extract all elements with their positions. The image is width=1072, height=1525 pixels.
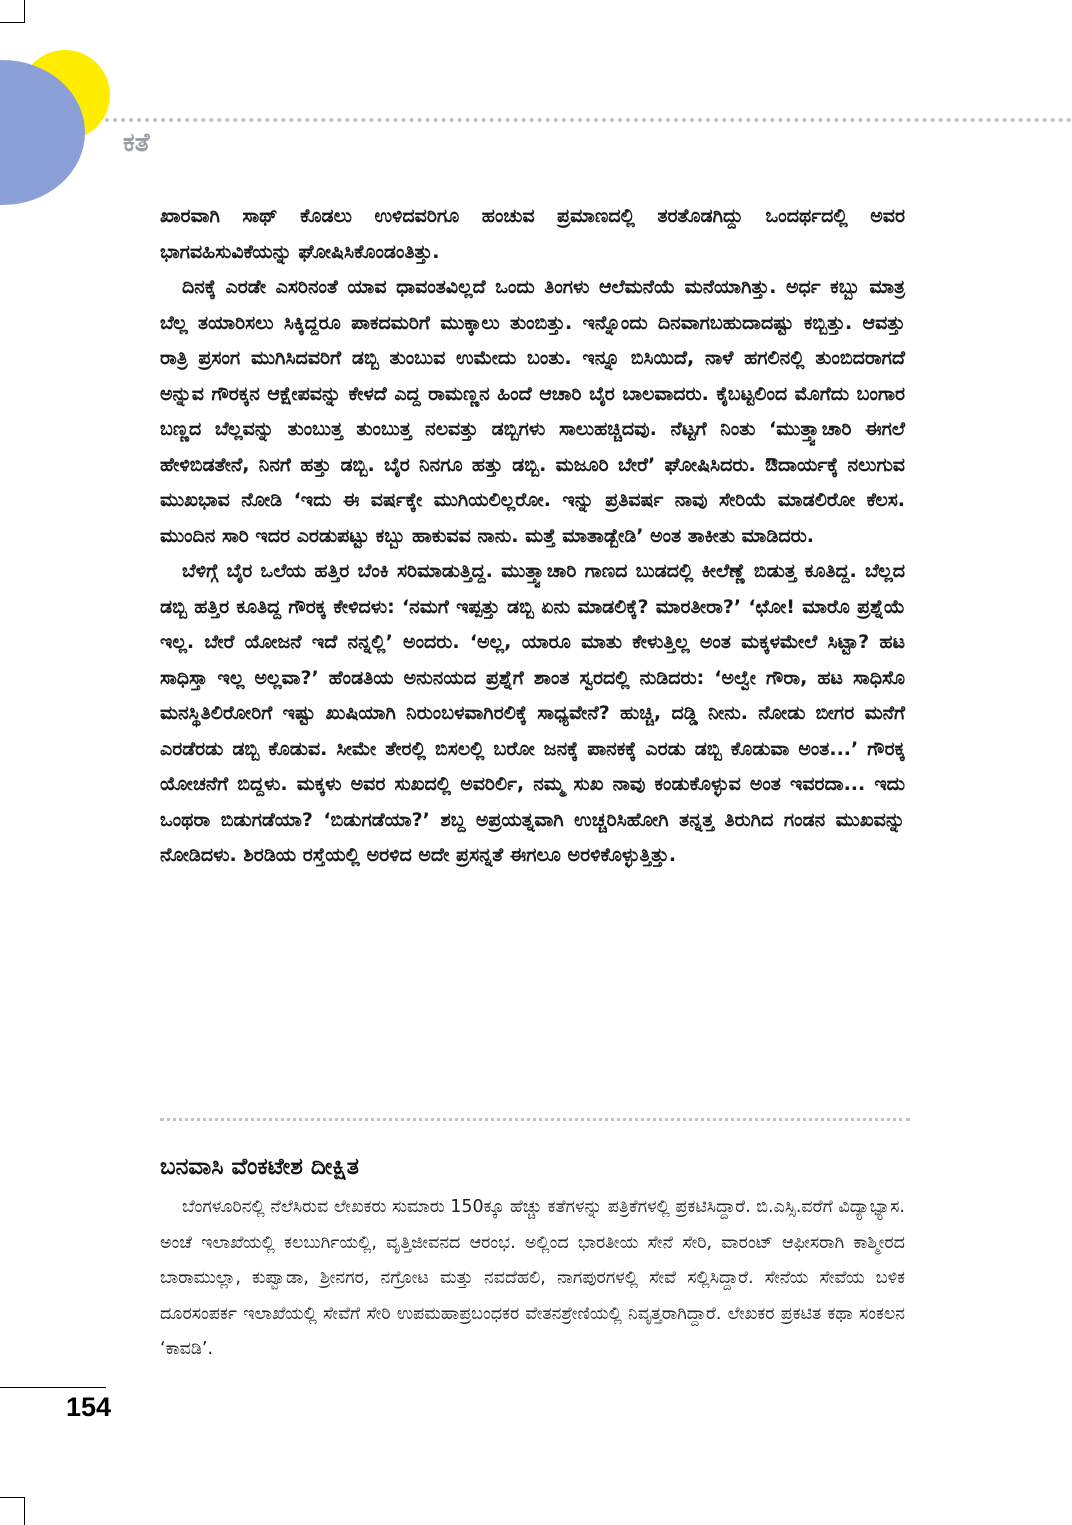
page-number-rule — [0, 1387, 106, 1388]
crop-mark-bottom-left-horizontal — [0, 1497, 25, 1498]
author-bio-text: ಬೆಂಗಳೂರಿನಲ್ಲಿ ನೆಲೆಸಿರುವ ಲೇಖಕರು ಸುಮಾರು 150ಕ್ಕೂ ಹೆಚ್ಚು ಕತೆಗಳನ್ನು ಪತ್ರಿಕೆಗಳಲ್ಲಿ ಪ್ರಕಟಿಸಿದ್ದಾರೆ. ಬಿ.ಎಸ್ಸಿ.ವರೆಗೆ ವಿದ್ಯಾಭ್ಯಾಸ. ಅಂಚೆ ಇಲಾಖೆಯಲ್ಲಿ ಕಲಬುರ್ಗಿಯಲ್ಲಿ, ವೃತ್ತಿಜೀವನದ ಆರಂಭ. ಅಲ್ಲಿಂದ ಭಾರತೀಯ ಸೇನೆ ಸೇರಿ, ವಾರಂಟ್ ಆಫೀಸರಾಗಿ ಕಾಶ್ಮೀರದ ಬಾರಾಮುಲ್ಲಾ, ಕುಪ್ವಾಡಾ, ಶ್ರೀನಗರ, ನಗ್ರೋಟ ಮತ್ತು ನವದೆಹಲಿ, ನಾಗಪುರಗಳಲ್ಲಿ ಸೇವೆ ಸಲ್ಲಿಸಿದ್ದಾರೆ. ಸೇನೆಯ ಸೇವೆಯ ಬಳಿಕ ದೂರಸಂಪರ್ಕ ಇಲಾಖೆಯಲ್ಲಿ ಸೇವೆಗೆ ಸೇರಿ ಉಪಮಹಾಪ್ರಬಂಧಕರ ವೇತನಶ್ರೇಣಿಯಲ್ಲಿ ನಿವೃತ್ತರಾಗಿದ್ದಾರೆ. ಲೇಖಕರ ಪ್ರಕಟಿತ ಕಥಾ ಸಂಕಲನ ‘ಕಾವಡಿ’. — [160, 1197, 905, 1359]
section-label: ಕತೆ — [123, 128, 150, 158]
crop-mark-bottom-left-vertical — [24, 1497, 25, 1525]
section-divider — [160, 1118, 910, 1121]
author-bio — [160, 1190, 905, 1368]
page-number: 154 — [66, 1392, 112, 1422]
header-dotted-rule — [105, 118, 1072, 122]
story-paragraph: ದಿನಕ್ಕೆ ಎರಡೇ ಎಸರಿನಂತೆ ಯಾವ ಧಾವಂತವಿಲ್ಲದೆ ಒಂದು ತಿಂಗಳು ಆಲೆಮನೆಯೆ ಮನೆಯಾಗಿತ್ತು. ಅರ್ಧ ಕಬ್ಬು ಮಾತ್ರ ಬೆಲ್ಲ ತಯಾರಿಸಲು ಸಿಕ್ಕಿದ್ದರೂ ಪಾಕದಮರಿಗೆ ಮುಕ್ಕಾಲು ತುಂಬಿತ್ತು. ಇನ್ನೊಂದು ದಿನವಾಗಬಹುದಾದಷ್ಟು ಕಬ್ಬಿತ್ತು. ಆವತ್ತು ರಾತ್ರಿ ಪ್ರಸಂಗ ಮುಗಿಸಿದವರಿಗೆ ಡಬ್ಬಿ ತುಂಬುವ ಉಮೇದು ಬಂತು. ಇನ್ನೂ ಬಿಸಿಯಿದೆ, ನಾಳೆ ಹಗಲಿನಲ್ಲಿ ತುಂಬಿದರಾಗದೆ ಅನ್ನುವ ಗೌರಕ್ಕನ ಆಕ್ಷೇಪವನ್ನು ಕೇಳದೆ ಎದ್ದ ರಾಮಣ್ಣನ ಹಿಂದೆ ಆಚಾರಿ ಬೈರ ಬಾಲವಾದರು. ಕೈಬಟ್ಟಲಿಂದ ಮೊಗೆದು ಬಂಗಾರ ಬಣ್ಣದ ಬೆಲ್ಲವನ್ನು ತುಂಬುತ್ತ ತುಂಬುತ್ತ ನಲವತ್ತು ಡಬ್ಬಿಗಳು ಸಾಲುಹಚ್ಚಿದವು. ನೆಟ್ಟಗೆ ನಿಂತು ‘ಮುತ್ತ್ವಾಚಾರಿ ಈಗಲೆ ಹೇಳಿಬಿಡತೇನೆ, ನಿನಗೆ ಹತ್ತು ಡಬ್ಬಿ. ಬೈರ ನಿನಗೂ ಹತ್ತು ಡಬ್ಬಿ. ಮಜೂರಿ ಬೇರೆ’ ಘೋಷಿಸಿದರು. ಔದಾರ್ಯಕ್ಕೆ ನಲುಗುವ ಮುಖಭಾವ ನೋಡಿ ‘ಇದು ಈ ವರ್ಷಕ್ಕೇ ಮುಗಿಯಲಿಲ್ಲರೋ. ಇನ್ನು ಪ್ರತಿವರ್ಷ ನಾವು ಸೇರಿಯೆ ಮಾಡಲಿರೋ ಕೆಲಸ. ಮುಂದಿನ ಸಾರಿ ಇದರ ಎರಡುಪಟ್ಟು ಕಬ್ಬು ಹಾಕುವವ ನಾನು. ಮತ್ತೆ ಮಾತಾಡ್ಬೇಡಿ’ ಅಂತ ತಾಕೀತು ಮಾಡಿದರು. — [160, 276, 905, 547]
author-name: ಬನವಾಸಿ ವೆಂಕಟೇಶ ದೀಕ್ಷಿತ — [160, 1154, 359, 1180]
crop-mark-top-left-horizontal — [0, 22, 25, 23]
story-paragraph: ಖಾರವಾಗಿ ಸಾಥ್ ಕೊಡಲು ಉಳಿದವರಿಗೂ ಹಂಚುವ ಪ್ರಮಾಣದಲ್ಲಿ ತರತೊಡಗಿದ್ದು ಒಂದರ್ಥದಲ್ಲಿ ಅವರ ಭಾಗವಹಿಸುವಿಕೆಯನ್ನು ಘೋಷಿಸಿಕೊಂಡಂತಿತ್ತು. — [160, 205, 905, 263]
story-paragraph: ಬೆಳಿಗ್ಗೆ ಬೈರ ಒಲೆಯ ಹತ್ತಿರ ಬೆಂಕಿ ಸರಿಮಾಡುತ್ತಿದ್ದ. ಮುತ್ತ್ವಾಚಾರಿ ಗಾಣದ ಬುಡದಲ್ಲಿ ಕೀಲೆಣ್ಣೆ ಬಿಡುತ್ತ ಕೂತಿದ್ದ. ಬೆಲ್ಲದ ಡಬ್ಬಿ ಹತ್ತಿರ ಕೂತಿದ್ದ ಗೌರಕ್ಕ ಕೇಳಿದಳು: ‘ನಮಗೆ ಇಪ್ಪತ್ತು ಡಬ್ಬಿ ಏನು ಮಾಡಲಿಕ್ಕೆ? ಮಾರತೀರಾ?’ ‘ಛೋ! ಮಾರೊ ಪ್ರಶ್ನೆಯೆ ಇಲ್ಲ. ಬೇರೆ ಯೋಜನೆ ಇದೆ ನನ್ನಲ್ಲಿ’ ಅಂದರು. ‘ಅಲ್ಲ, ಯಾರೂ ಮಾತು ಕೇಳುತ್ತಿಲ್ಲ ಅಂತ ಮಕ್ಕಳಮೇಲೆ ಸಿಟ್ಟಾ? ಹಟ ಸಾಧಿಸ್ತಾ ಇಲ್ಲ ಅಲ್ಲವಾ?’ ಹೆಂಡತಿಯ ಅನುನಯದ ಪ್ರಶ್ನೆಗೆ ಶಾಂತ ಸ್ವರದಲ್ಲಿ ನುಡಿದರು: ‘ಅಲ್ವೇ ಗೌರಾ, ಹಟ ಸಾಧಿಸೊ ಮನಸ್ಥಿತಿಲಿರೋರಿಗೆ ಇಷ್ಟು ಖುಷಿಯಾಗಿ ನಿರುಂಬಳವಾಗಿರಲಿಕ್ಕೆ ಸಾಧ್ಯವೇನೆ? ಹುಚ್ಚಿ, ದಡ್ಡಿ ನೀನು. ನೋಡು ಬೀಗರ ಮನೆಗೆ ಎರಡೆರಡು ಡಬ್ಬಿ ಕೊಡುವ. ಸೀಮೇ ತೇರಲ್ಲಿ ಬಿಸಲಲ್ಲಿ ಬರೋ ಜನಕ್ಕೆ ಪಾನಕಕ್ಕೆ ಎರಡು ಡಬ್ಬಿ ಕೊಡುವಾ ಅಂತ...’ ಗೌರಕ್ಕ ಯೋಚನೆಗೆ ಬಿದ್ದಳು. ಮಕ್ಕಳು ಅವರ ಸುಖದಲ್ಲಿ ಅವರಿರ್ಲಿ, ನಮ್ಮ ಸುಖ ನಾವು ಕಂಡುಕೊಳ್ಳುವ ಅಂತ ಇವರದಾ... ಇದು ಒಂಥರಾ ಬಿಡುಗಡೆಯಾ? ‘ಬಿಡುಗಡೆಯಾ?’ ಶಬ್ದ ಅಪ್ರಯತ್ನವಾಗಿ ಉಚ್ಚರಿಸಿಹೋಗಿ ತನ್ನತ್ತ ತಿರುಗಿದ ಗಂಡನ ಮುಖವನ್ನು ನೋಡಿದಳು. ಶಿರಡಿಯ ರಸ್ತೆಯಲ್ಲಿ ಅರಳಿದ ಅದೇ ಪ್ರಸನ್ನತೆ ಈಗಲೂ ಅರಳಿಕೊಳ್ಳುತ್ತಿತ್ತು. — [160, 560, 905, 866]
crop-mark-top-left-vertical — [24, 0, 25, 22]
story-body — [160, 199, 905, 874]
